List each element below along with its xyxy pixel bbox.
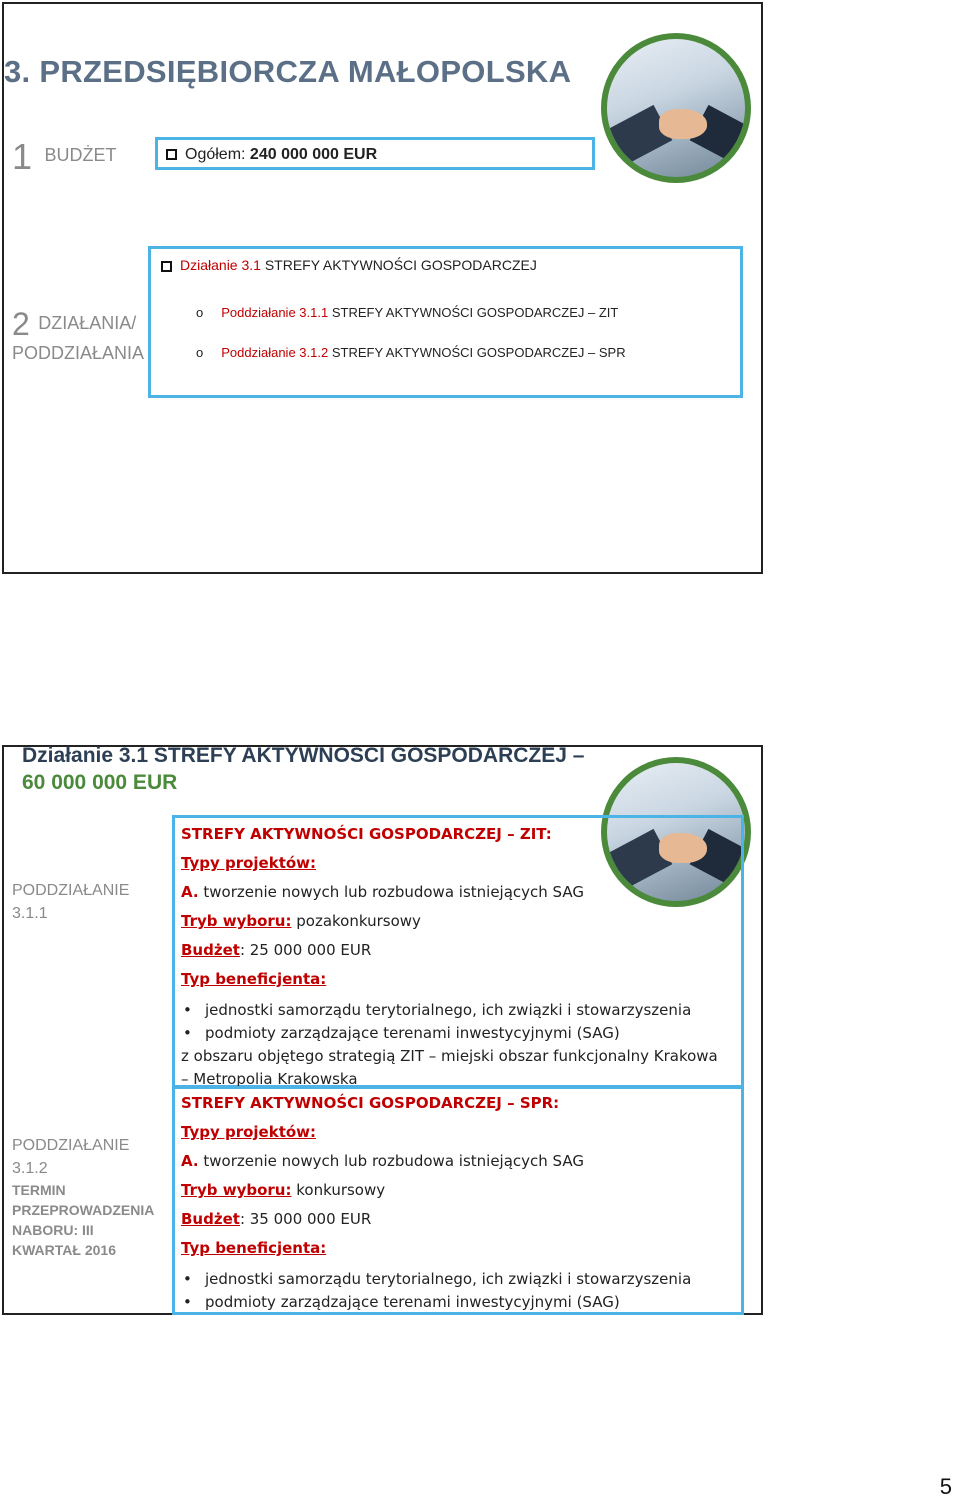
- sub-item-2: [196, 345, 626, 360]
- spr-type-a-prefix: A.: [181, 1152, 199, 1170]
- side1-line1: PODDZIAŁANIE: [12, 882, 130, 899]
- spr-beneficiary-item: • jednostki samorządu terytorialnego, ich związki i stowarzyszenia: [181, 1268, 735, 1291]
- sub-prefix: Poddziałanie 3.1.2: [221, 345, 329, 360]
- slide-2-amount: 60 000 000 EUR: [22, 771, 178, 794]
- spr-beneficiary-label: Typ beneficjenta:: [181, 1239, 327, 1257]
- spr-mode-label: Tryb wyboru:: [181, 1181, 292, 1199]
- spr-heading: STREFY AKTYWNOŚCI GOSPODARCZEJ – SPR:: [181, 1094, 560, 1112]
- side1-line2: 3.1.1: [12, 905, 48, 922]
- sub-bullet: o: [196, 305, 204, 320]
- slide-1-title: 3. PRZEDSIĘBIORCZA MAŁOPOLSKA: [4, 54, 572, 89]
- spr-box: [172, 1086, 744, 1315]
- side2-small: TERMIN: [12, 1182, 66, 1198]
- actions-box: [148, 246, 743, 398]
- side2-line2: 3.1.2: [12, 1160, 48, 1177]
- zit-beneficiary-item: • podmioty zarządzające terenami inwestycyjnymi (SAG): [181, 1022, 735, 1045]
- dzialanie-item: [161, 257, 537, 273]
- actions-number: 2: [12, 306, 30, 342]
- actions-label-line1: DZIAŁANIA/: [38, 313, 137, 333]
- side2-small: PRZEPROWADZENIA: [12, 1202, 155, 1218]
- spr-mode-value: konkursowy: [291, 1181, 386, 1199]
- side2-small: KWARTAŁ 2016: [12, 1242, 116, 1258]
- budget-number: 1: [12, 136, 33, 177]
- spr-types-label: Typy projektów:: [181, 1123, 317, 1141]
- sub-name: STREFY AKTYWNOŚCI GOSPODARCZEJ – SPR: [328, 345, 626, 360]
- zit-note-line1: z obszaru objętego strategią ZIT – miejski obszar funkcjonalny Krakowa: [181, 1047, 718, 1065]
- handshake-image: [601, 33, 751, 183]
- zit-mode-value: pozakonkursowy: [291, 912, 421, 930]
- sub-bullet: o: [196, 345, 204, 360]
- zit-box: [172, 815, 744, 1088]
- sub-prefix: Poddziałanie 3.1.1: [221, 305, 329, 320]
- zit-type-a-prefix: A.: [181, 883, 199, 901]
- slide-2-title: Działanie 3.1 STREFY AKTYWNOSCI GOSPODARCZEJ –: [22, 744, 585, 767]
- actions-label-line2: PODDZIAŁANIA: [12, 343, 145, 363]
- spr-type-a-text: tworzenie nowych lub rozbudowa istniejących SAG: [198, 1152, 584, 1170]
- spr-type-a: [181, 1147, 735, 1176]
- side-label-3-1-2: [12, 1134, 154, 1260]
- page-number: 5: [939, 1474, 952, 1499]
- zit-beneficiary-item: • jednostki samorządu terytorialnego, ich związki i stowarzyszenia: [181, 999, 735, 1022]
- budget-box: [155, 137, 595, 170]
- zit-budget-value: : 25 000 000 EUR: [239, 941, 372, 959]
- spr-budget: [181, 1205, 735, 1234]
- zit-note-line2: – Metropolia Krakowska: [181, 1070, 358, 1088]
- budget-label: BUDŻET: [44, 145, 117, 165]
- zit-type-a-text: tworzenie nowych lub rozbudowa istniejących SAG: [198, 883, 584, 901]
- spr-beneficiary-item: • podmioty zarządzające terenami inwestycyjnymi (SAG): [181, 1291, 735, 1314]
- dzialanie-name: STREFY AKTYWNOŚCI GOSPODARCZEJ: [260, 257, 537, 273]
- dzialanie-prefix: Działanie 3.1: [180, 257, 261, 273]
- sub-name: STREFY AKTYWNOŚCI GOSPODARCZEJ – ZIT: [328, 305, 619, 320]
- checkbox-icon: [161, 261, 172, 272]
- zit-type-a: [181, 878, 735, 907]
- spr-mode: [181, 1176, 735, 1205]
- zit-types-label: Typy projektów:: [181, 854, 317, 872]
- spr-budget-label: Budżet: [181, 1210, 240, 1228]
- spr-budget-value: : 35 000 000 EUR: [239, 1210, 372, 1228]
- zit-budget: [181, 936, 735, 965]
- zit-budget-label: Budżet: [181, 941, 240, 959]
- zit-heading: STREFY AKTYWNOŚCI GOSPODARCZEJ – ZIT:: [181, 825, 552, 843]
- actions-section-label: [12, 306, 147, 364]
- side2-small: NABORU: III: [12, 1222, 94, 1238]
- side2-line1: PODDZIAŁANIE: [12, 1137, 130, 1154]
- budget-section-label: [12, 136, 116, 178]
- sub-item-1: [196, 305, 618, 320]
- side-label-3-1-1: [12, 879, 129, 925]
- budget-prefix: Ogółem:: [185, 146, 250, 163]
- zit-mode-label: Tryb wyboru:: [181, 912, 292, 930]
- zit-mode: [181, 907, 735, 936]
- checkbox-icon: [166, 149, 177, 160]
- zit-beneficiary-label: Typ beneficjenta:: [181, 970, 327, 988]
- budget-value: 240 000 000 EUR: [249, 146, 378, 163]
